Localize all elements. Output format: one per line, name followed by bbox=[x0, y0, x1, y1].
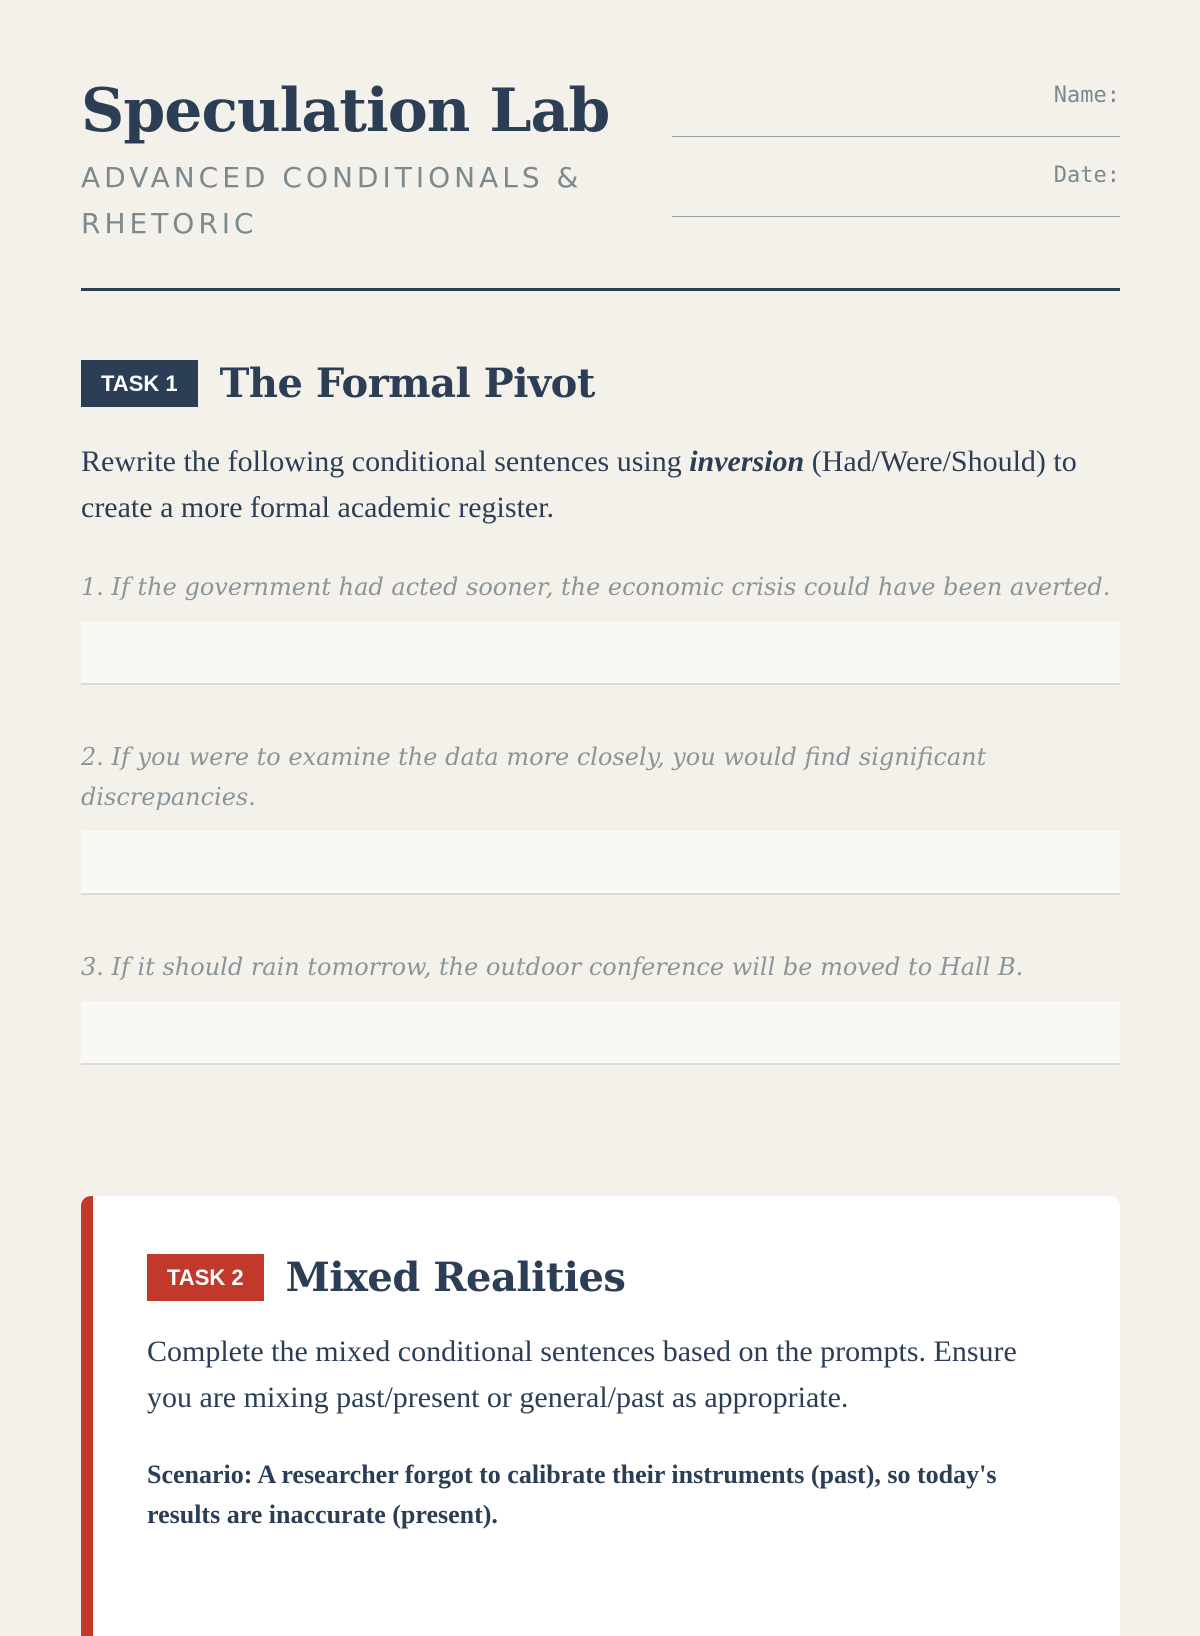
exercise-prompt: 2. If you were to examine the data more closely, you would find significant discrepancies. bbox=[81, 743, 987, 811]
worksheet-page bbox=[81, 0, 1120, 981]
date-label: Date: bbox=[1053, 163, 1120, 188]
task-2-badge: TASK 2 bbox=[147, 1254, 264, 1301]
exercise-prompt: 1. If the government had acted sooner, the economic crisis could have been averted. bbox=[81, 573, 1111, 601]
answer-field[interactable] bbox=[81, 1001, 1120, 1065]
task-1-instructions bbox=[81, 439, 1120, 531]
task-1-title: The Formal Pivot bbox=[219, 360, 595, 407]
task-1-heading bbox=[81, 360, 1120, 407]
page-title: Speculation Lab bbox=[81, 76, 610, 146]
exercise-item bbox=[81, 567, 1120, 685]
task-1-badge: TASK 1 bbox=[81, 360, 198, 407]
task-2-heading bbox=[147, 1254, 1067, 1301]
task-1-instructions-after: (Had/Were/Should) to create a more formal academic register. bbox=[81, 445, 1077, 524]
exercise-item bbox=[81, 737, 1120, 895]
name-input-line[interactable] bbox=[672, 136, 1120, 137]
task-2-content bbox=[147, 1254, 1067, 1535]
page-subtitle: ADVANCED CONDITIONALS & RHETORIC bbox=[81, 161, 583, 240]
task-2-title: Mixed Realities bbox=[285, 1254, 626, 1301]
task-2-instructions: Complete the mixed conditional sentences based on the prompts. Ensure you are mixing past/present or general/past as appropriate. bbox=[147, 1335, 1017, 1414]
exercise-item bbox=[81, 947, 1120, 1065]
task-2-scenario: Scenario: A researcher forgot to calibrate their instruments (past), so today's results are inaccurate (present). bbox=[147, 1460, 997, 1529]
answer-field[interactable] bbox=[81, 621, 1120, 685]
answer-field[interactable] bbox=[81, 831, 1120, 895]
date-input-line[interactable] bbox=[672, 216, 1120, 217]
task-2-card bbox=[81, 1196, 1120, 1636]
task-1-section bbox=[81, 360, 1120, 1065]
name-field[interactable] bbox=[672, 82, 1120, 137]
name-label: Name: bbox=[1053, 83, 1120, 108]
worksheet-header bbox=[81, 0, 1120, 291]
task-1-instructions-emphasis: inversion bbox=[689, 445, 805, 478]
task-1-instructions-before: Rewrite the following conditional sentences using bbox=[81, 445, 690, 478]
exercise-prompt: 3. If it should rain tomorrow, the outdoor conference will be moved to Hall B. bbox=[81, 953, 1024, 981]
date-field[interactable] bbox=[672, 162, 1120, 217]
